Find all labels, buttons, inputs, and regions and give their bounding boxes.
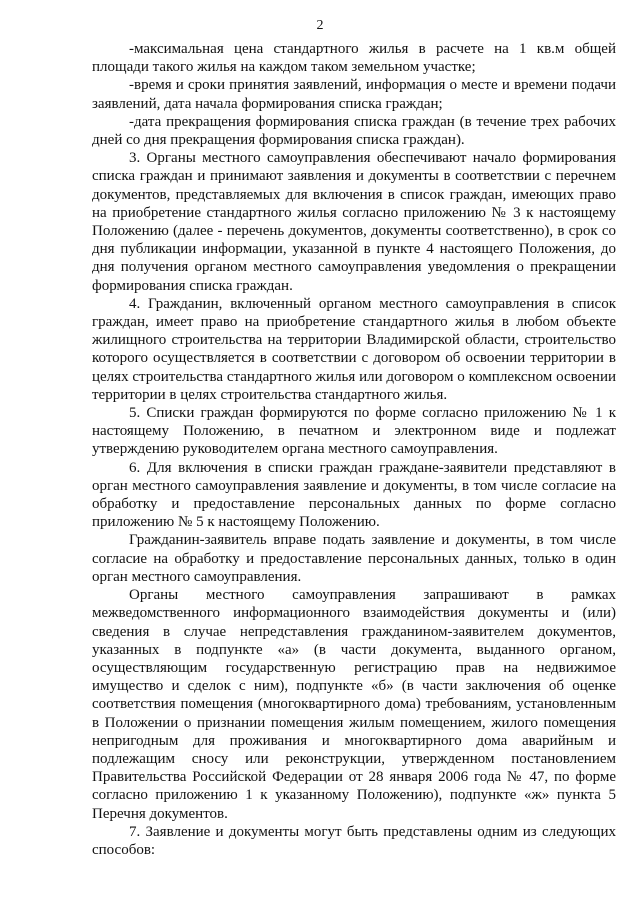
paragraph-single-authority: Гражданин-заявитель вправе подать заявление и документы, в том числе согласие на обработку и предоставление персональных данных, только в один орган местного самоуправления.	[92, 532, 616, 585]
paragraph-item-6: 6. Для включения в списки граждан граждане-заявители представляют в орган местного самоуправления заявление и документы, в том числе согласие на обработку и предоставление персональных данных по форме согласно приложению № 5 к настоящему Положению.	[92, 459, 616, 531]
paragraph-item-7: 7. Заявление и документы могут быть представлены одним из следующих способов:	[92, 823, 616, 858]
paragraph-end-date: -дата прекращения формирования списка граждан (в течение трех рабочих дней со дня прекращения формирования списка граждан).	[92, 113, 616, 149]
document-body	[92, 40, 616, 859]
paragraph-item-4: 4. Гражданин, включенный органом местного самоуправления в список граждан, имеет право на приобретение стандартного жилья в любом объекте жилищного строительства на территории Владимирской области, строительство которого осуществляется в соответствии с договором об освоении территории в целях строительства стандартного жилья или договором о комплексном освоении территории в целях строительства стандартного жилья.	[92, 295, 616, 403]
paragraph-item-5: 5. Списки граждан формируются по форме согласно приложению № 1 к настоящему Положению, в печатном и электронном виде и подлежат утверждению руководителем органа местного самоуправления.	[92, 405, 616, 458]
paragraph-item-3: 3. Органы местного самоуправления обеспечивают начало формирования списка граждан и принимают заявления и документы в соответствии с перечнем документов, представляемых для включения в список граждан, имеющих право на приобретение стандартного жилья согласно приложению № 3 к настоящему Положению (далее - перечень документов, документы соответственно), в срок со дня публикации информации, указанной в пункте 4 настоящего Положения, до дня получения органом местного самоуправления уведомления о прекращении формирования списка граждан.	[92, 150, 616, 294]
paragraph-application-terms: -время и сроки принятия заявлений, информация о месте и времени подачи заявлений, дата начала формирования списка граждан;	[92, 77, 616, 112]
paragraph-interagency-requests: Органы местного самоуправления запрашивают в рамках межведомственного информационного взаимодействия документы и (или) сведения в случае непредставления гражданином-заявителем документов, указанных в подпункте «а» (в части документа, выданного органом, осуществляющим государственную регистрацию прав на недвижимое имущество и сделок с ним), подпункте «б» (в части заключения об оценке соответствия помещения (многоквартирного дома) требованиям, установленным в Положении о признании помещения жилым помещением, жилого помещения непригодным для проживания и многоквартирного дома аварийным и подлежащим сносу или реконструкции, утвержденном постановлением Правительства Российской Федерации от 28 января 2006 года № 47, по форме согласно приложению 1 к указанному Положению), подпункте «ж» пункта 5 Перечня документов.	[92, 587, 616, 822]
paragraph-max-price: -максимальная цена стандартного жилья в расчете на 1 кв.м общей площади такого жилья на каждом таком земельном участке;	[92, 41, 616, 76]
page-number: 2	[316, 18, 324, 33]
